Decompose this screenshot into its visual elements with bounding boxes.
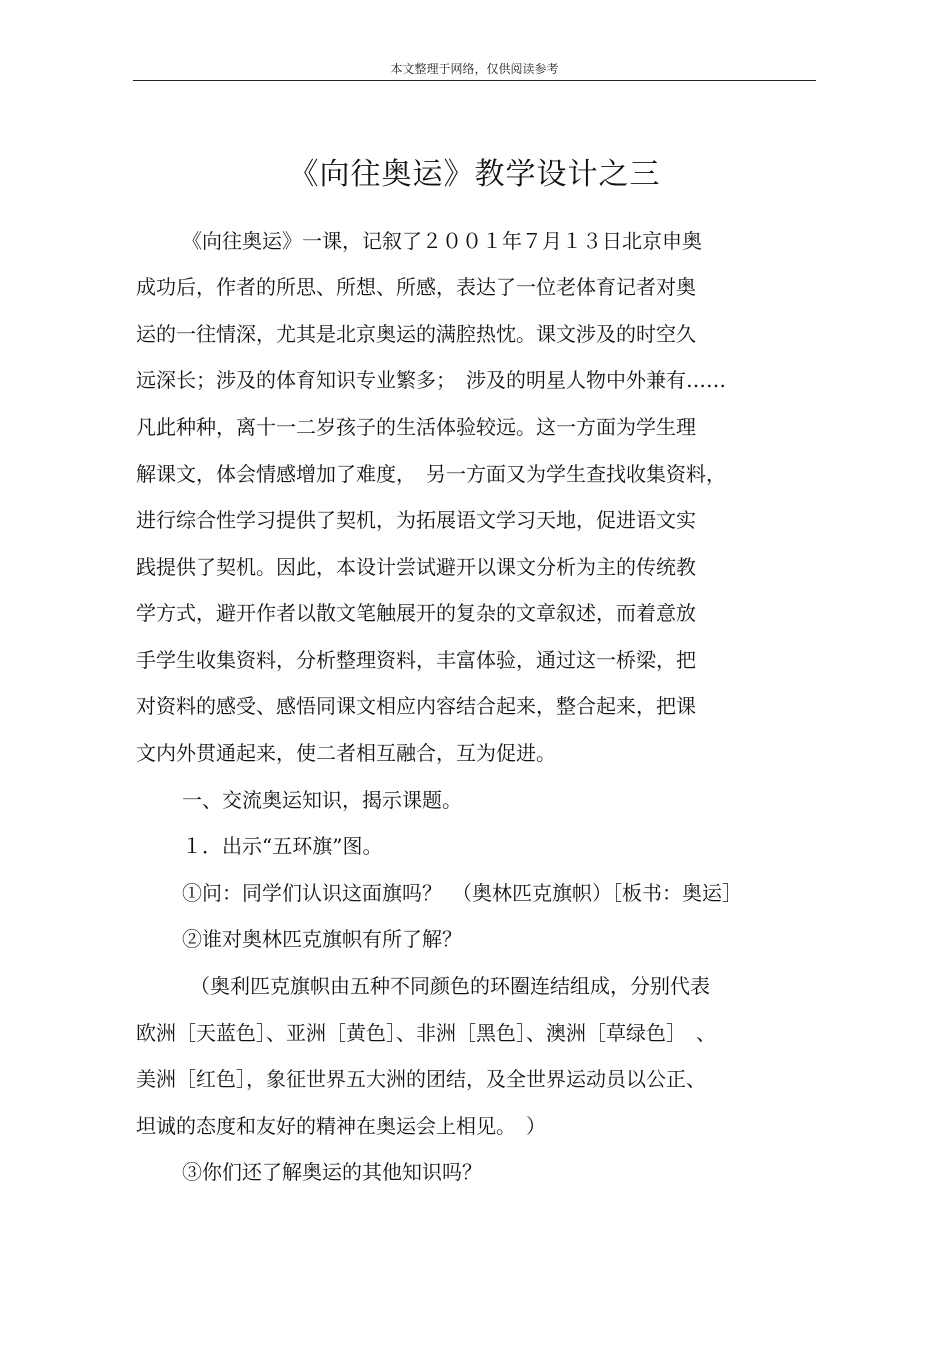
header-divider: [133, 80, 816, 81]
paragraph-line: （奥利匹克旗帜由五种不同颜色的环圈连结组成，分别代表: [190, 974, 710, 998]
paragraph-line: 欧洲［天蓝色］、亚洲［黄色］、非洲［黑色］、澳洲［草绿色］ 、: [136, 1021, 716, 1045]
paragraph-line: 进行综合性学习提供了契机，为拓展语文学习天地，促进语文实: [136, 508, 696, 532]
paragraph-line: 凡此种种，离十一二岁孩子的生活体验较远。这一方面为学生理: [136, 415, 696, 439]
paragraph-line: 对资料的感受、感悟同课文相应内容结合起来，整合起来，把课: [136, 694, 696, 718]
paragraph-line: 文内外贯通起来，使二者相互融合，互为促进。: [136, 741, 556, 765]
paragraph-line: 美洲［红色］，象征世界五大洲的团结，及全世界运动员以公正、: [136, 1067, 706, 1091]
paragraph-line: 运的一往情深，尤其是北京奥运的满腔热忱。课文涉及的时空久: [136, 322, 696, 346]
document-title: 《向往奥运》教学设计之三: [288, 157, 661, 192]
paragraph-line: 手学生收集资料，分析整理资料，丰富体验，通过这一桥梁，把: [136, 648, 696, 672]
list-item: １．出示“五环旗”图。: [182, 834, 383, 858]
paragraph-line: 远深长；涉及的体育知识专业繁多； 涉及的明星人物中外兼有……: [136, 368, 726, 392]
list-item: ②谁对奥林匹克旗帜有所了解？: [182, 927, 462, 951]
paragraph-line: 坦诚的态度和友好的精神在奥运会上相见。 ）: [136, 1114, 546, 1138]
list-item: ①问：同学们认识这面旗吗？ （奥林匹克旗帜）［板书：奥运］: [182, 881, 742, 905]
paragraph-line: 解课文，体会情感增加了难度， 另一方面又为学生查找收集资料，: [136, 462, 726, 486]
paragraph-line: 《向往奥运》一课，记叙了２００１年７月１３日北京申奥: [182, 229, 702, 253]
paragraph-line: 践提供了契机。因此，本设计尝试避开以课文分析为主的传统教: [136, 555, 696, 579]
list-item: ③你们还了解奥运的其他知识吗？: [182, 1160, 482, 1184]
page-header: 本文整理于网络，仅供阅读参考: [390, 62, 559, 76]
paragraph-line: 成功后，作者的所思、所想、所感，表达了一位老体育记者对奥: [136, 275, 696, 299]
section-heading: 一、交流奥运知识，揭示课题。: [182, 788, 462, 812]
paragraph-line: 学方式，避开作者以散文笔触展开的复杂的文章叙述，而着意放: [136, 601, 696, 625]
